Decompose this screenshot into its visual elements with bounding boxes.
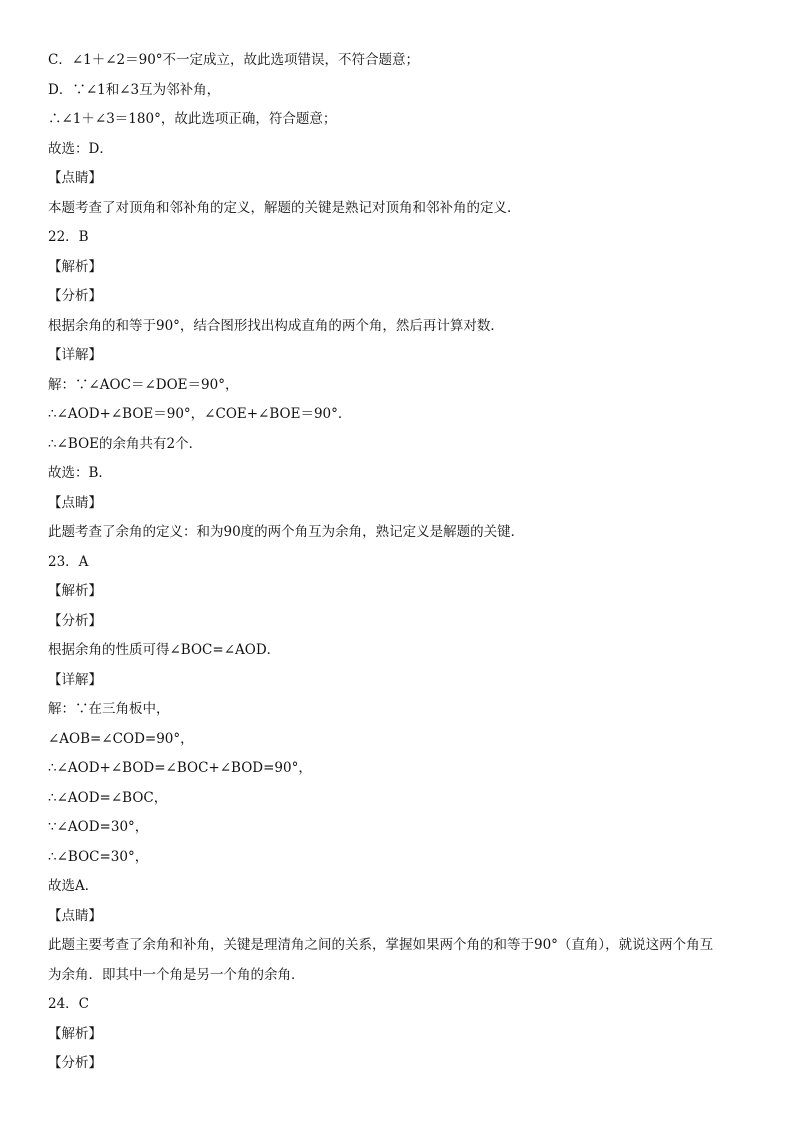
comment-text: 此题考查了余角的定义：和为90度的两个角互为余角，熟记定义是解题的关键． bbox=[48, 524, 525, 540]
option-d-conclusion: ∴∠1＋∠3＝180°，故此选项正确，符合题意； bbox=[48, 111, 337, 127]
solution-line: ∴∠AOD+∠BOE＝90°，∠COE+∠BOE＝90°． bbox=[48, 406, 352, 422]
section-heading-analysis: 【分析】 bbox=[48, 1055, 102, 1071]
analysis-text: 根据余角的性质可得∠BOC=∠AOD． bbox=[48, 642, 281, 658]
section-heading-detail: 【详解】 bbox=[48, 347, 102, 363]
analysis-text: 根据余角的和等于90°，结合图形找出构成直角的两个角，然后再计算对数． bbox=[48, 318, 504, 334]
question-number-22: 22．B bbox=[48, 229, 89, 245]
solution-line: ∠AOB=∠COD=90°， bbox=[48, 731, 194, 747]
section-heading-analysis: 【分析】 bbox=[48, 613, 102, 629]
answer-21: 故选：D． bbox=[48, 141, 113, 157]
option-d-line: D．∵∠1和∠3互为邻补角， bbox=[48, 82, 221, 98]
section-heading-comment: 【点睛】 bbox=[48, 170, 102, 186]
answer-23: 故选A． bbox=[48, 878, 99, 894]
section-heading-explanation: 【解析】 bbox=[48, 583, 102, 599]
comment-text: 此题主要考查了余角和补角，关键是理清角之间的关系，掌握如果两个角的和等于90°（直角），就说这两个角互 bbox=[48, 937, 714, 953]
section-heading-detail: 【详解】 bbox=[48, 672, 102, 688]
solution-line: ∴∠AOD+∠BOD=∠BOC+∠BOD=90°， bbox=[48, 760, 312, 776]
solution-line: 解：∵在三角板中， bbox=[48, 701, 170, 717]
solution-line: ∴∠BOE的余角共有2个． bbox=[48, 436, 203, 452]
comment-text: 本题考查了对顶角和邻补角的定义，解题的关键是熟记对顶角和邻补角的定义． bbox=[48, 200, 521, 216]
solution-line: ∴∠BOC=30°， bbox=[48, 849, 149, 865]
option-c-line: C．∠1＋∠2＝90°不一定成立，故此选项错误，不符合题意； bbox=[48, 52, 420, 68]
solution-line: ∴∠AOD=∠BOC， bbox=[48, 790, 168, 806]
section-heading-explanation: 【解析】 bbox=[48, 259, 102, 275]
comment-text-continued: 为余角．即其中一个角是另一个角的余角． bbox=[48, 967, 305, 983]
question-number-23: 23．A bbox=[48, 554, 89, 570]
section-heading-analysis: 【分析】 bbox=[48, 288, 102, 304]
section-heading-explanation: 【解析】 bbox=[48, 1026, 102, 1042]
section-heading-comment: 【点睛】 bbox=[48, 908, 102, 924]
question-number-24: 24．C bbox=[48, 996, 90, 1012]
solution-line: ∵∠AOD=30°， bbox=[48, 819, 149, 835]
section-heading-comment: 【点睛】 bbox=[48, 495, 102, 511]
answer-22: 故选：B． bbox=[48, 465, 112, 481]
solution-line: 解：∵∠AOC＝∠DOE＝90°， bbox=[48, 377, 239, 393]
